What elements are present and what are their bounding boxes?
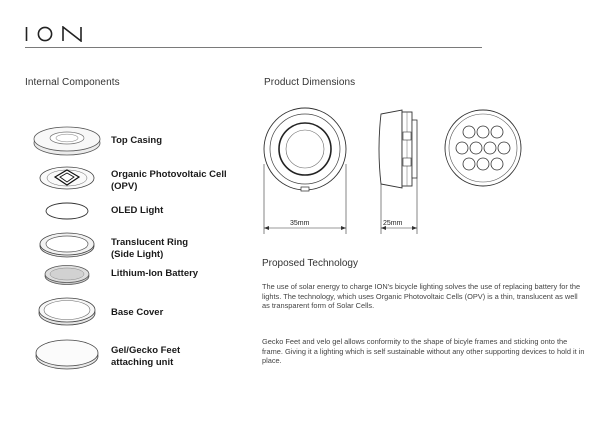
brand-logo <box>25 26 87 42</box>
component-label-opv-line1: Organic Photovoltaic Cell <box>111 169 227 180</box>
ion-logo-icon <box>25 26 87 42</box>
internal-components-title: Internal Components <box>25 77 120 88</box>
opv-cell-icon <box>32 164 102 197</box>
technology-paragraph-1: The use of solar energy to charge ION's bicycle lighting solves the use of replacing battery for the lights. The technology, which uses Organic Photovoltaic Cells (OPV) is a thin, translucent as well as transparent form of Solar Cells. <box>262 282 581 311</box>
component-label-base-cover: Base Cover <box>111 307 164 318</box>
component-label-opv-line2: (OPV) <box>111 180 138 192</box>
proposed-technology-title: Proposed Technology <box>262 258 358 269</box>
component-label-gel-feet <box>111 345 180 368</box>
back-view-drawing <box>441 106 525 195</box>
base-cover-icon <box>32 295 102 332</box>
component-label-oled: OLED Light <box>111 205 164 216</box>
component-label-opv <box>111 169 227 192</box>
top-casing-icon <box>32 124 102 163</box>
component-label-translucent-ring <box>111 237 188 260</box>
component-label-ring-line1: Translucent Ring <box>111 237 189 248</box>
technology-paragraph-2: Gecko Feet and velo gel allows conformity to the shape of bicyle frames and sticking onto the frame. Giving it a lighting which is self sustainable without any other supporting devices to hold it in place. <box>262 337 585 366</box>
component-label-ring-line2: (Side Light) <box>111 248 164 260</box>
gel-feet-icon <box>32 337 102 376</box>
component-label-gel-line1: Gel/Gecko Feet <box>111 345 181 356</box>
component-label-battery: Lithium-Ion Battery <box>111 268 199 279</box>
depth-dimension-label: 25mm <box>383 220 403 227</box>
component-label-gel-line2: attaching unit <box>111 356 174 368</box>
translucent-ring-icon <box>32 231 102 264</box>
oled-light-icon <box>32 201 102 226</box>
header-divider <box>25 47 482 48</box>
component-label-top-casing: Top Casing <box>111 135 163 146</box>
product-dimensions-title: Product Dimensions <box>264 77 356 88</box>
front-view-drawing <box>260 104 350 239</box>
battery-icon <box>32 264 102 291</box>
side-view-drawing <box>376 104 422 239</box>
diameter-dimension-label: 35mm <box>290 220 310 227</box>
